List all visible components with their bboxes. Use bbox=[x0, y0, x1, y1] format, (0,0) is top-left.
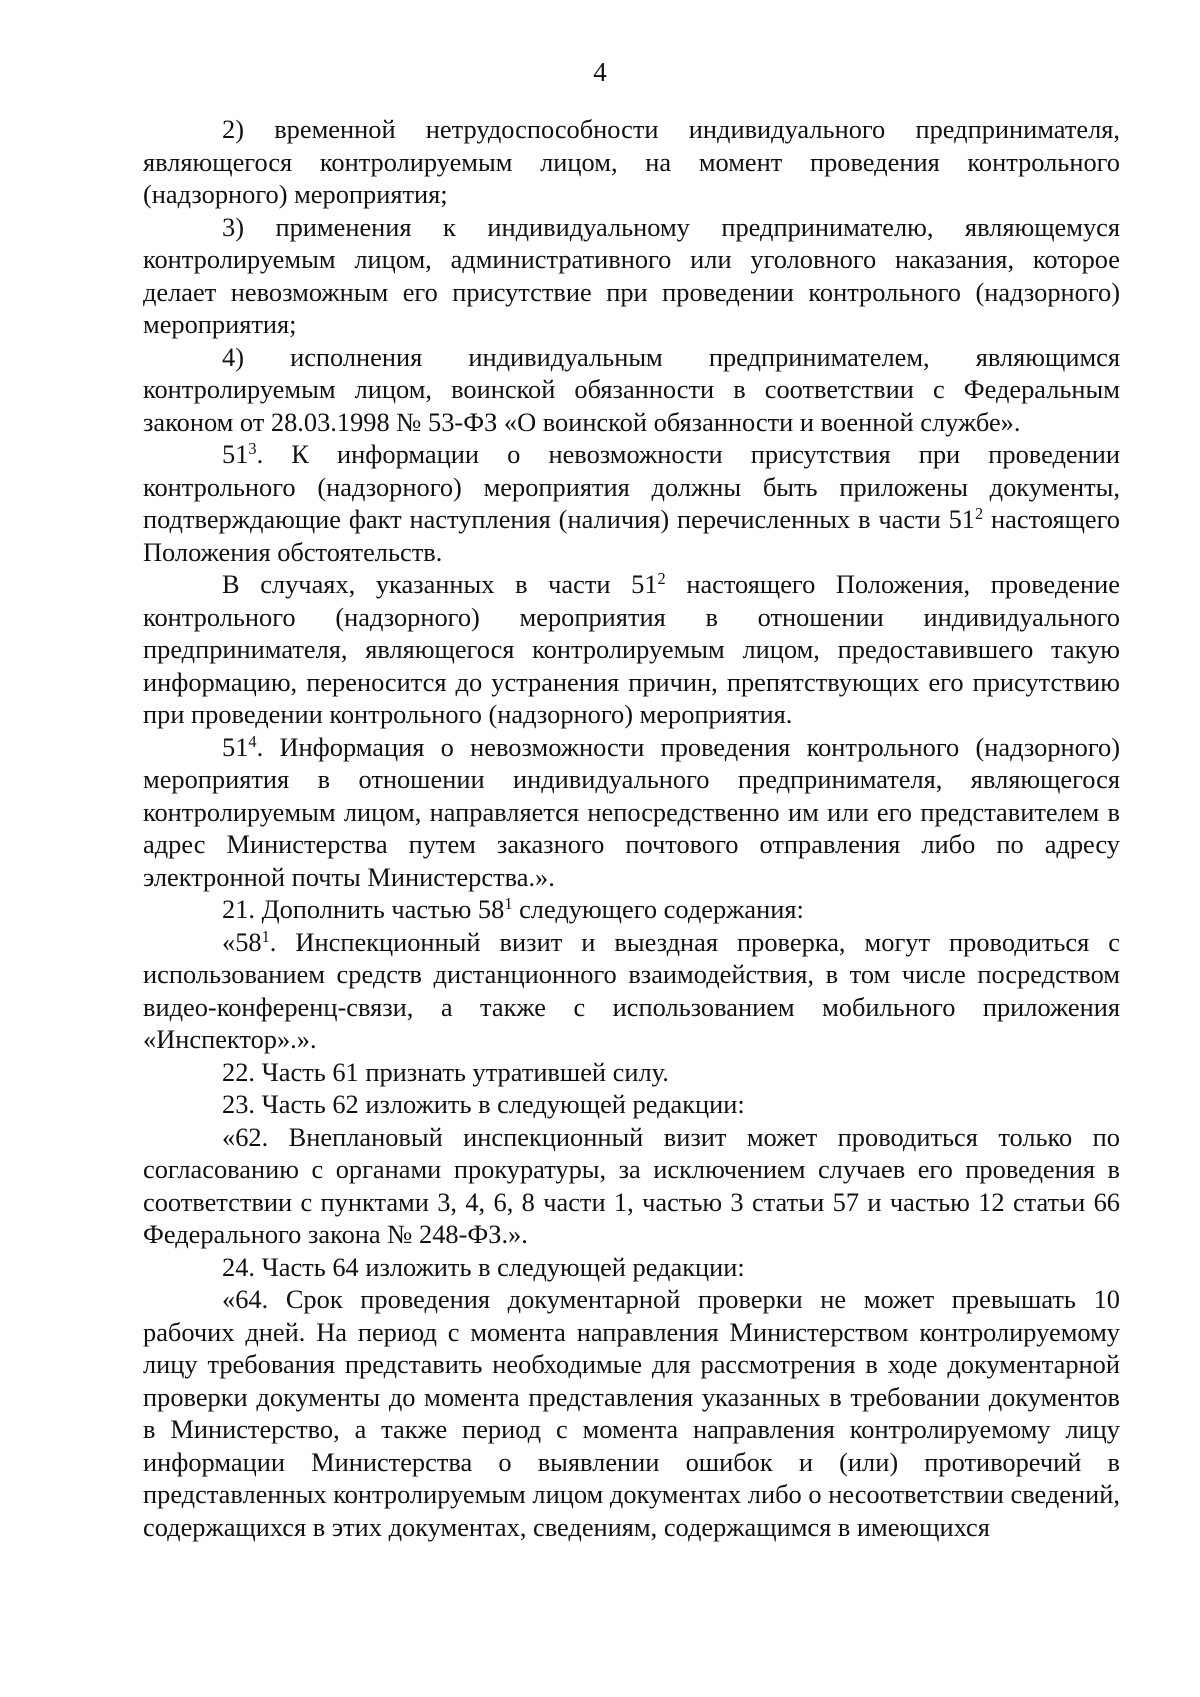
paragraph-part-51-3 bbox=[143, 438, 1120, 568]
paragraph-text: . К информации о невозможности присутствия при проведении контрольного (надзорного) мероприятия должны быть приложены документы, подтверждающие факт наступления (наличия) перечисленных в части 51 bbox=[143, 439, 1120, 534]
paragraph-item-23 bbox=[143, 1088, 1120, 1121]
document-body bbox=[143, 113, 1120, 1543]
paragraph-text: 23. Часть 62 изложить в следующей редакции: bbox=[222, 1089, 745, 1119]
superscript: 1 bbox=[504, 894, 513, 913]
paragraph-text: 2) временной нетрудоспособности индивидуального предпринимателя, являющегося контролируемым лицом, на момент проведения контрольного (надзорного) мероприятия; bbox=[143, 114, 1120, 209]
paragraph-part-58-1 bbox=[143, 926, 1120, 1056]
superscript: 3 bbox=[248, 439, 257, 458]
part-number: 51 bbox=[222, 439, 249, 469]
paragraph-text: 24. Часть 64 изложить в следующей редакции: bbox=[222, 1251, 745, 1282]
part-number: 51 bbox=[222, 731, 249, 762]
paragraph-item-21 bbox=[143, 893, 1120, 926]
paragraph-text: «64. Срок проведения документарной проверки не может превышать 10 рабочих дней. На период с момента направления Министерством контролируемому лицу требования представить необходимые для рассмотрения в ходе документарной проверки документы до момента представления указанных в требовании документов в Министерство, а также период с момента направления контролируемому лицу информации Министерства о выявлении ошибок и (или) противоречий в представленных контролируемым лицом документах либо о несоответствии сведений, содержащихся в этих документах, сведениям, содержащимся в имеющихся bbox=[143, 1284, 1120, 1542]
paragraph-cases bbox=[143, 568, 1120, 731]
part-number: «58 bbox=[222, 926, 262, 957]
superscript: 2 bbox=[975, 504, 984, 523]
paragraph-part-51-4 bbox=[143, 731, 1120, 894]
paragraph-text: «62. Внеплановый инспекционный визит может проводиться только по согласованию с органами прокуратуры, за исключением случаев его проведения в соответствии с пунктами 3, 4, 6, 8 части 1, частью 3 статьи 57 и частью 12 статьи 66 Федерального закона № 248-ФЗ.». bbox=[143, 1121, 1120, 1249]
paragraph-text: 3) применения к индивидуальному предпринимателю, являющемуся контролируемым лицом, административного или уголовного наказания, которое делает невозможным его присутствие при проведении контрольного (надзорного) мероприятия; bbox=[143, 211, 1120, 339]
paragraph-item-3 bbox=[143, 211, 1120, 341]
paragraph-item-4 bbox=[143, 341, 1120, 439]
paragraph-text: . Инспекционный визит и выездная проверка, могут проводиться с использованием средств дистанционного взаимодействия, в том числе посредством видео-конференц-связи, а также с использованием мобильного приложения «Инспектор».». bbox=[143, 926, 1120, 1054]
paragraph-text: 22. Часть 61 признать утратившей силу. bbox=[222, 1056, 669, 1087]
paragraph-text: следующего содержания: bbox=[512, 894, 804, 924]
paragraph-item-2 bbox=[143, 113, 1120, 211]
paragraph-text: настоящего Положения обстоятельств. bbox=[143, 504, 1120, 567]
paragraph-item-24 bbox=[143, 1251, 1120, 1284]
paragraph-text: . Информация о невозможности проведения контрольного (надзорного) мероприятия в отношении индивидуального предпринимателя, являющегося контролируемым лицом, направляется непосредственно им или его представителем в адрес Министерства путем заказного почтового отправления либо по адресу электронной почты Министерства.». bbox=[143, 731, 1120, 892]
superscript: 2 bbox=[657, 569, 666, 588]
superscript: 4 bbox=[248, 731, 257, 751]
paragraph-text: 21. Дополнить частью 58 bbox=[222, 894, 505, 924]
page-number: 4 bbox=[593, 57, 607, 87]
superscript: 1 bbox=[261, 926, 270, 946]
paragraph-text: В случаях, указанных в части 51 bbox=[222, 569, 658, 599]
paragraph-part-62 bbox=[143, 1121, 1120, 1251]
paragraph-text: настоящего Положения, проведение контрольного (надзорного) мероприятия в отношении индивидуального предпринимателя, являющегося контролируемым лицом, предоставившего такую информацию, переносится до устранения причин, препятствующих его присутствию при проведении контрольного (надзорного) мероприятия. bbox=[143, 569, 1120, 729]
paragraph-part-64 bbox=[143, 1283, 1120, 1543]
paragraph-item-22 bbox=[143, 1056, 1120, 1089]
paragraph-text: 4) исполнения индивидуальным предпринимателем, являющимся контролируемым лицом, воинской обязанности в соответствии с Федеральным законом от 28.03.1998 № 53-ФЗ «О воинской обязанности и военной службе». bbox=[143, 341, 1120, 437]
